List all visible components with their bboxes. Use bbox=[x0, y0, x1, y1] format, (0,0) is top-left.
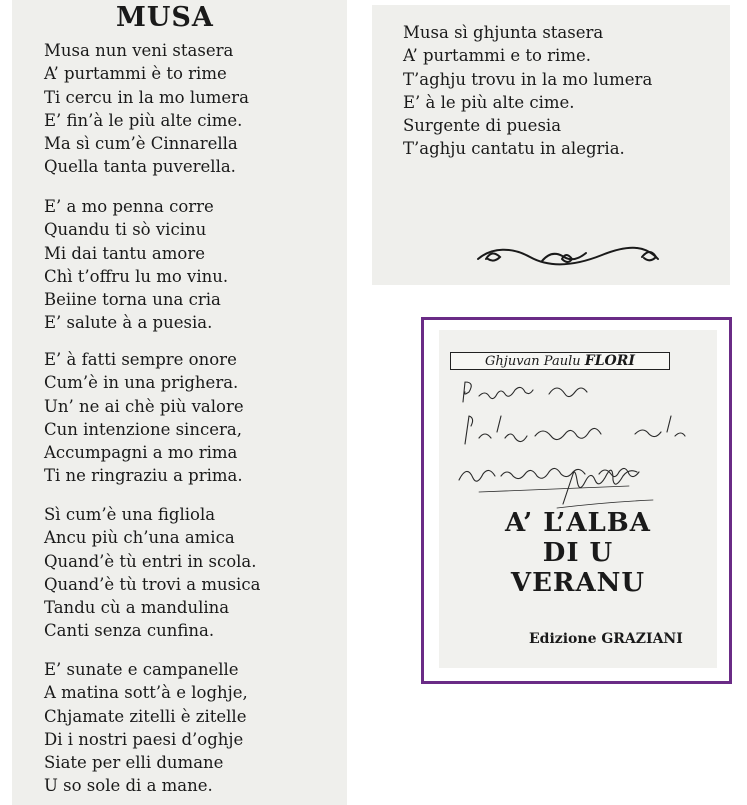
verse-line: Di i nostri paesi d’oghje bbox=[44, 729, 244, 749]
verse-line: Ti ne ringraziu a prima. bbox=[44, 466, 243, 486]
verse-line: Tandu cù a mandulina bbox=[44, 598, 230, 618]
verse-line: Accumpagni a mo rima bbox=[44, 443, 238, 463]
book-cover-frame bbox=[421, 317, 732, 684]
verse-line: Cun intenzione sincera, bbox=[44, 419, 242, 439]
verse-line: Chì t’offru lu mo vinu. bbox=[44, 266, 229, 286]
verse-line: Chjamate zitelli è zitelle bbox=[44, 706, 247, 726]
verse-line: Surgente di puesia bbox=[403, 116, 562, 136]
verse-line: E’ à fatti sempre onore bbox=[44, 350, 237, 369]
verse-line: Beiine torna una cria bbox=[44, 290, 221, 310]
verse-line: Sì cum’è una figliola bbox=[44, 505, 216, 524]
verse-line: Ti cercu in la mo lumera bbox=[44, 87, 249, 107]
verse-line: Ma sì cum’è Cinnarella bbox=[44, 134, 238, 154]
stanza-1 bbox=[44, 39, 249, 179]
stanza-4 bbox=[44, 503, 260, 643]
verse-line: Quandu ti sò vicinu bbox=[44, 220, 207, 240]
stanza-2 bbox=[44, 195, 228, 335]
verse-line: A matina sott’à e loghje, bbox=[44, 683, 248, 703]
book-cover bbox=[439, 330, 717, 668]
verse-line: Quand’è tù trovi a musica bbox=[44, 574, 261, 594]
publisher-name: Edizione GRAZIANI bbox=[529, 631, 683, 647]
verse-line: Quella tanta puverella. bbox=[44, 157, 236, 177]
verse-line: Mi dai tantu amore bbox=[44, 243, 206, 263]
verse-line: E’ salute à a puesia. bbox=[44, 313, 213, 333]
left-poem-page bbox=[12, 0, 347, 805]
author-name-box bbox=[450, 352, 670, 370]
verse-line: E’ sunate e campanelle bbox=[44, 660, 239, 679]
verse-line: Un’ ne ai chè più valore bbox=[44, 396, 244, 416]
right-poem-page bbox=[372, 5, 730, 285]
verse-line: U so sole di a mane. bbox=[44, 776, 213, 796]
stanza-3 bbox=[44, 348, 244, 488]
closing-stanza bbox=[403, 21, 652, 161]
book-title-line: DI U bbox=[542, 538, 614, 568]
author-given-name: Ghjuvan Paulu bbox=[485, 354, 581, 369]
verse-line: A’ purtammi e to rime. bbox=[403, 46, 591, 66]
poem-title: MUSA bbox=[116, 2, 214, 33]
book-title-line: VERANU bbox=[510, 568, 646, 598]
verse-line: Canti senza cunfina. bbox=[44, 621, 215, 641]
verse-line: T’aghju trovu in la mo lumera bbox=[403, 69, 653, 89]
verse-line: Cum’è in una prighera. bbox=[44, 373, 239, 393]
verse-line: Quand’è tù entri in scola. bbox=[44, 551, 257, 571]
verse-line: Siate per elli dumane bbox=[44, 753, 224, 773]
handwritten-dedication bbox=[439, 372, 717, 512]
author-surname: FLORI bbox=[584, 353, 635, 369]
verse-line: E’ a mo penna corre bbox=[44, 197, 214, 216]
book-title-line: A’ L’ALBA bbox=[505, 508, 651, 538]
verse-line: E’ fin’à le più alte cime. bbox=[44, 110, 243, 130]
verse-line: T’aghju cantatu in alegria. bbox=[403, 139, 625, 159]
verse-line: A’ purtammi è to rime bbox=[44, 64, 227, 84]
verse-line: Ancu più ch’una amica bbox=[44, 528, 235, 548]
stanza-5 bbox=[44, 658, 248, 798]
verse-line: Musa sì ghjunta stasera bbox=[403, 23, 604, 42]
flourish-ornament-icon bbox=[472, 239, 662, 275]
verse-line: Musa nun veni stasera bbox=[44, 41, 234, 60]
verse-line: E’ à le più alte cime. bbox=[403, 92, 575, 112]
